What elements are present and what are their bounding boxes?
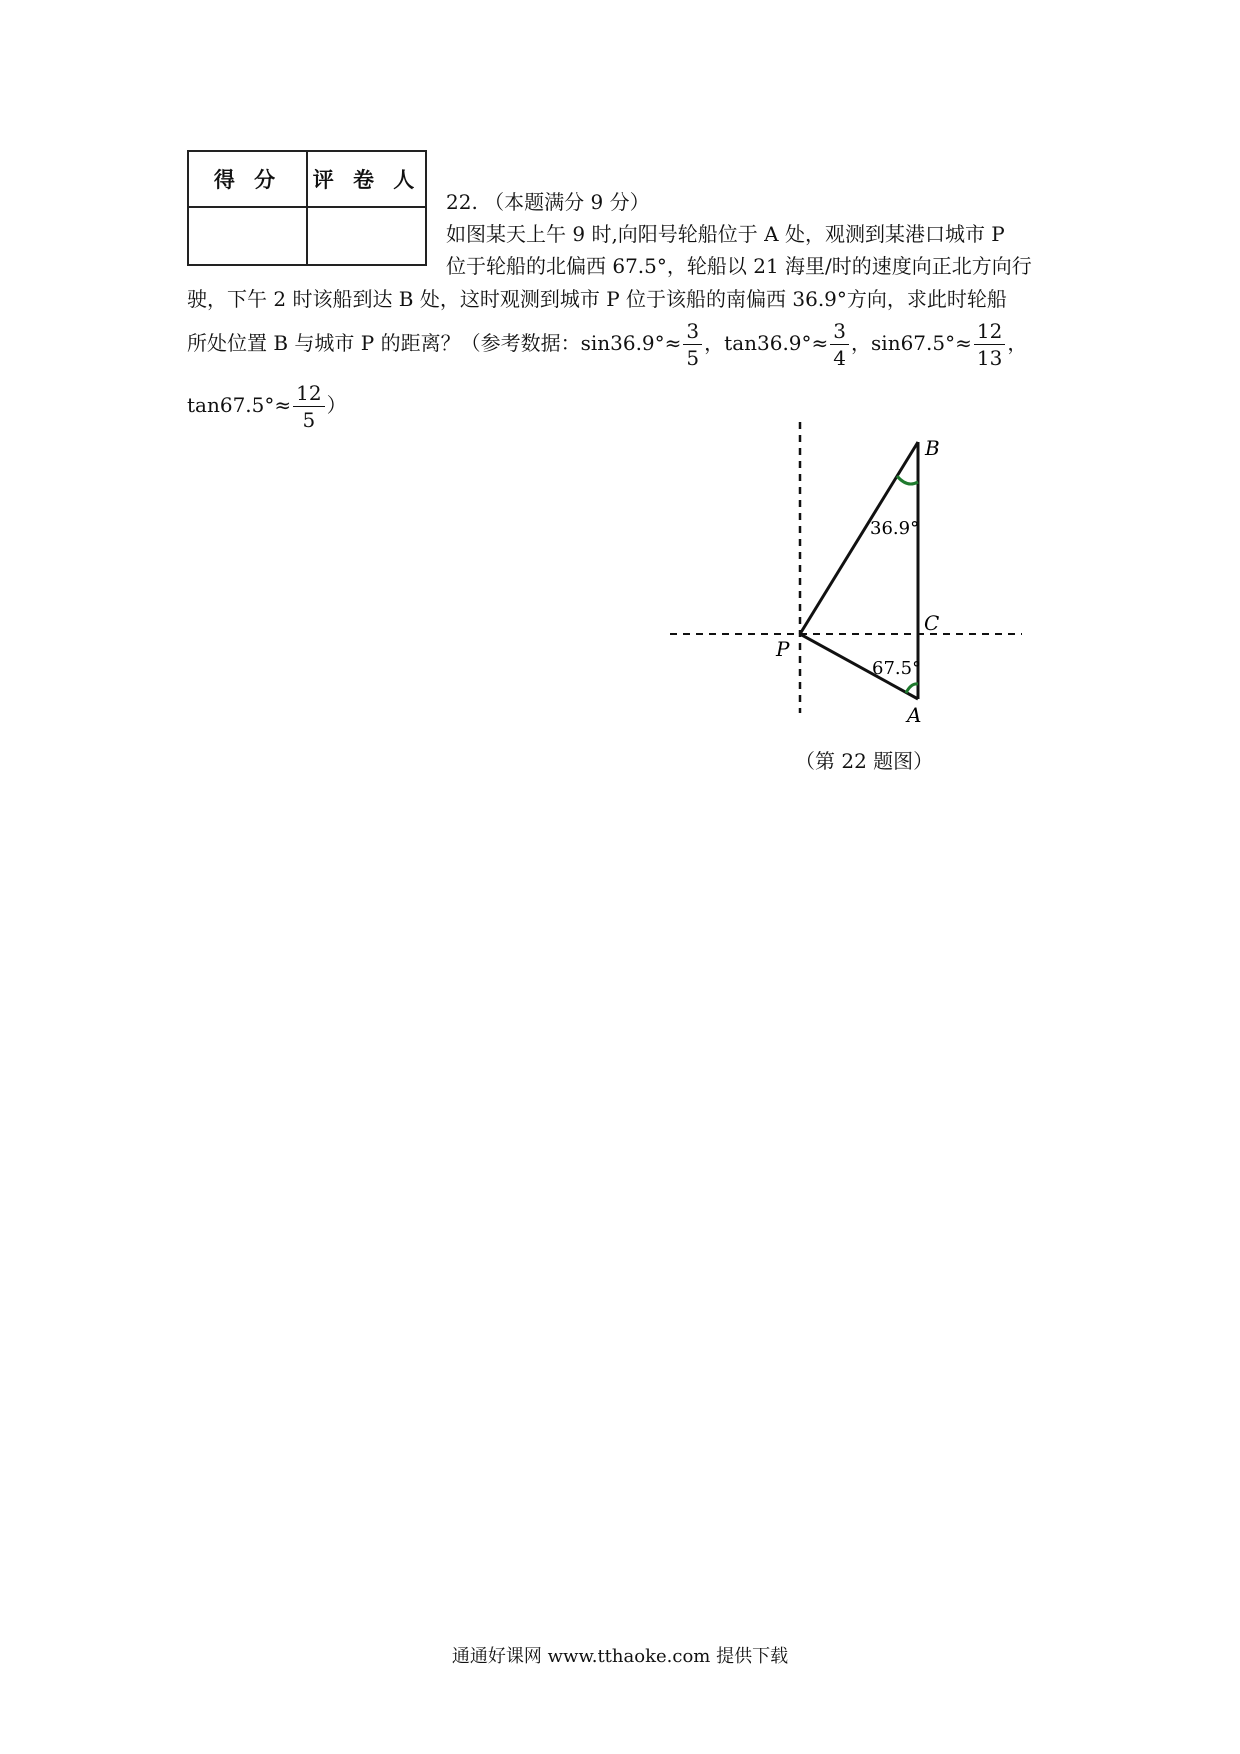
tan369-label: tan36.9°≈ <box>724 331 829 355</box>
close-paren: ） <box>326 393 347 417</box>
question-line-2: 位于轮船的北偏西 67.5°，轮船以 21 海里/时的速度向正北方向行 <box>446 254 1032 278</box>
fraction-sin675: $\frac{12}{13}$ <box>974 318 1005 371</box>
label-P: P <box>776 637 790 661</box>
grader-header: 评 卷 人 <box>307 151 426 207</box>
label-C: C <box>924 611 940 635</box>
angle-label-B: 36.9° <box>870 518 920 539</box>
question-line-1: 如图某天上午 9 时,向阳号轮船位于 A 处，观测到某港口城市 P <box>446 222 1005 246</box>
tan675-label: tan67.5°≈ <box>187 393 292 417</box>
label-B: B <box>925 436 940 460</box>
angle-arc-B <box>897 476 918 484</box>
sin675-label: sin67.5°≈ <box>871 331 972 355</box>
angle-arc-A <box>906 684 918 693</box>
question-number: 22. <box>446 190 478 214</box>
fraction-tan369: $\frac{3}{4}$ <box>830 318 849 371</box>
angle-label-A: 67.5° <box>872 658 922 679</box>
fraction-tan675: $\frac{12}{5}$ <box>293 380 324 433</box>
figure-caption: （第 22 题图） <box>795 749 934 773</box>
question-line-3: 驶，下午 2 时该船到达 B 处，这时观测到城市 P 位于该船的南偏西 36.9°方向，求此时轮船 <box>187 287 1007 311</box>
line4-prefix: 所处位置 B 与城市 P 的距离？（参考数据：sin36.9°≈ <box>187 331 682 355</box>
label-A: A <box>907 703 922 727</box>
score-header: 得 分 <box>188 151 307 207</box>
fraction-sin369: $\frac{3}{5}$ <box>683 318 702 371</box>
separator: ， <box>1007 331 1028 355</box>
footer-source: 通通好课网 www.tthaoke.com 提供下载 <box>451 1646 789 1667</box>
question-points: （本题满分 9 分） <box>484 190 650 214</box>
separator: ， <box>704 331 725 355</box>
separator: ， <box>851 331 872 355</box>
